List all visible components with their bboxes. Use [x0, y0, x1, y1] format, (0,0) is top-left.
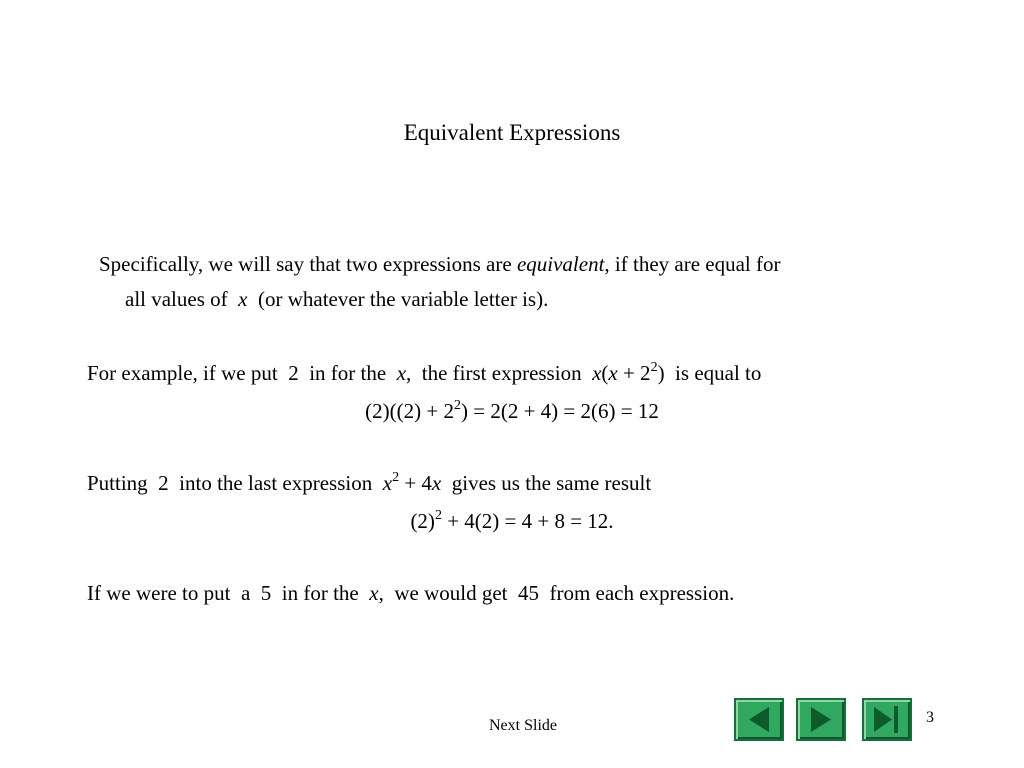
example-line — [87, 359, 761, 387]
text: Specifically, we will say that two expressions are — [99, 252, 517, 276]
example-equation — [0, 397, 1024, 425]
text: (2) — [410, 509, 435, 533]
text: , we would get 45 from each expression. — [378, 581, 735, 605]
text: ) = 2(2 + 4) = 2(6) = 12 — [460, 399, 659, 423]
previous-slide-button[interactable] — [734, 698, 784, 741]
text: (or whatever the variable letter is). — [247, 287, 549, 311]
text: (2)((2) + 2 — [365, 399, 454, 423]
text: If we were to put a 5 in for the — [87, 581, 370, 605]
second-example-equation — [0, 507, 1024, 535]
variable-x: x — [238, 287, 248, 311]
text: + 2 — [617, 361, 651, 385]
text: gives us the same result — [441, 471, 652, 495]
text: ) is equal to — [657, 361, 762, 385]
next-slide-link[interactable]: Next Slide — [489, 717, 557, 734]
variable-x: x — [608, 361, 618, 385]
text: For example, if we put 2 in for the — [87, 361, 397, 385]
exponent: 2 — [434, 508, 442, 523]
last-slide-button[interactable] — [862, 698, 912, 741]
term-equivalent: equivalent — [516, 252, 605, 276]
next-slide-button[interactable] — [796, 698, 846, 741]
variable-x: x — [431, 471, 442, 495]
variable-x: x — [396, 361, 407, 385]
exponent: 2 — [392, 470, 400, 485]
conclusion-line — [87, 579, 734, 607]
variable-x: x — [592, 361, 602, 385]
page-number: 3 — [926, 709, 934, 726]
text: , the first expression — [406, 361, 593, 385]
definition-line-1 — [99, 250, 781, 278]
slide-title: Equivalent Expressions — [403, 120, 621, 145]
exponent: 2 — [453, 398, 461, 413]
variable-x: x — [382, 471, 393, 495]
definition-line-2 — [125, 285, 548, 313]
triangle-left-icon — [736, 700, 782, 739]
variable-x: x — [369, 581, 379, 605]
text: ( — [601, 361, 609, 385]
skip-to-end-icon — [864, 700, 910, 739]
text: Putting 2 into the last expression — [87, 471, 383, 495]
text: , if they are equal for — [604, 252, 781, 276]
second-example-line — [87, 469, 651, 497]
text: + 4(2) = 4 + 8 = 12. — [441, 509, 614, 533]
triangle-right-icon — [798, 700, 844, 739]
exponent: 2 — [650, 360, 658, 375]
text: all values of — [125, 287, 239, 311]
text: + 4 — [399, 471, 432, 495]
